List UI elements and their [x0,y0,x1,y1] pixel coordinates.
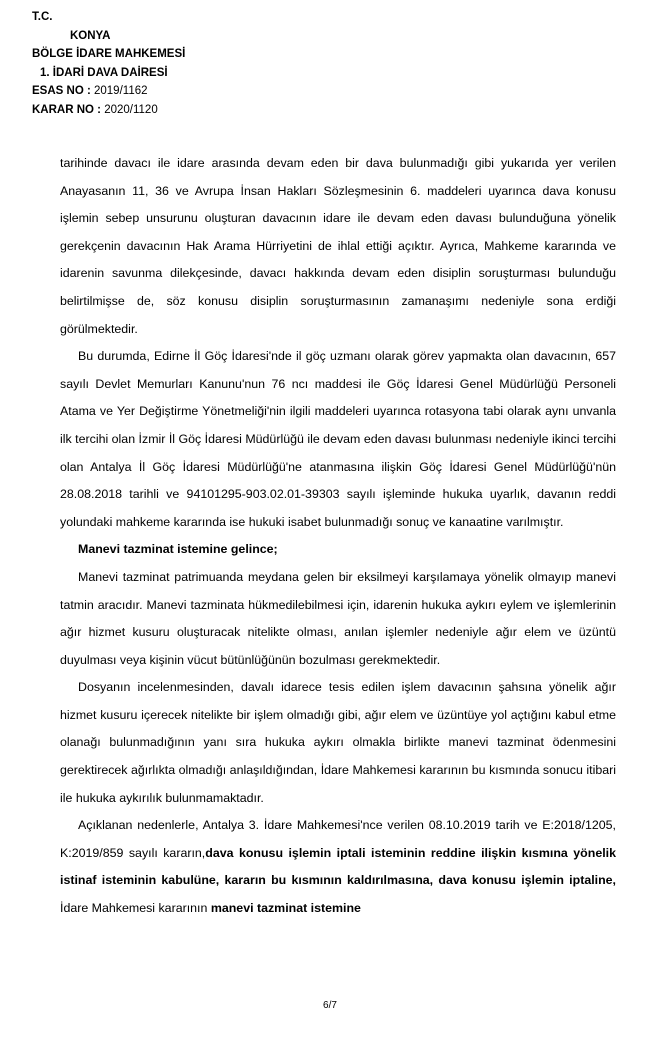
paragraph-5-part-a: Açıklanan nedenlerle, Antalya 3. İdare Mahkemesi'nce verilen 08.10.2019 tarih ve E:2018/1205, K:2019/859 sayılı kararın, [60,818,616,860]
esas-value: 2019/1162 [94,85,148,97]
paragraph-3: Manevi tazminat patrimuanda meydana gelen bir eksilmeyi karşılamaya yönelik olmayıp manevi tatmin aracıdır. Manevi tazminata hükmedilebilmesi için, idarenin hukuka aykırı eylem ve işlemlerinin ağır hizmet kusuru oluşturacak nitelikte olması, anılan işlemler nedeniyle ağır elem ve üzüntü duyulması veya kişinin vücut bütünlüğünün bozulması gerekmektedir. [60,569,616,667]
header-court: BÖLGE İDARE MAHKEMESİ [32,48,186,60]
header-city: KONYA [70,29,111,42]
paragraph-5-part-c: İdare Mahkemesi kararının [60,901,211,916]
header-karar [32,101,185,120]
paragraph-4: Dosyanın incelenmesinden, davalı idarece tesis edilen işlem davacının şahsına yönelik ağır hizmet kusuru içerecek nitelikte bir işlem olmadığı gibi, ağır elem ve üzüntüye yol açtığını kabul etme olanağı bulunmadığının yanı sıra hukuka aykırı olmakla birlikte manevi tazminat ödenmesini gerektirecek ağırlıkta olmadığı anlaşıldığından, İdare Mahkemesi kararının bu kısmında sonucu itibari ile hukuka aykırılık bulunmamaktadır. [60,680,616,805]
paragraph-5-part-d: manevi tazminat istemine [210,901,361,916]
section-heading-manevi-tazminat: Manevi tazminat istemine gelince; [78,542,278,557]
esas-label: ESAS NO : [32,85,91,97]
paragraph-5 [60,812,616,922]
header-country: T.C. [32,11,53,23]
document-body [60,150,616,923]
karar-label: KARAR NO : [32,103,101,116]
page-number: 6/7 [323,1000,337,1011]
header-chamber: 1. İDARİ DAVA DAİRESİ [40,66,168,79]
paragraph-1: tarihinde davacı ile idare arasında devam eden bir dava bulunmadığı gibi yukarıda yer verilen Anayasanın 11, 36 ve Avrupa İnsan Hakları Sözleşmesinin 6. maddeleri uyarınca dava konusu işlemin sebep unsurunu oluşturan davacının idare ile devam eden davası bulunduğuna yönelik gerekçenin davacının Hak Arama Hürriyetini de ihlal ettiği açıktır. Ayrıca, Mahkeme kararında ve idarenin savunma dilekçesinde, davacı hakkında devam eden disiplin soruşturması bulunduğu belirtilmişse de, söz konusu disiplin soruşturmasının zamanaşımı nedeniyle sona erdiği görülmektedir. [60,156,616,336]
header-esas [32,82,185,101]
karar-value: 2020/1120 [104,103,158,116]
paragraph-2: Bu durumda, Edirne İl Göç İdaresi'nde il göç uzmanı olarak görev yapmakta olan davacının, 657 sayılı Devlet Memurları Kanunu'nun 76 ncı maddesi ile Göç İdaresi Genel Müdürlüğü Personeli Atama ve Yer Değiştirme Yönetmeliği'nin ilgili maddeleri uyarınca rotasyona tabi olarak aynı unvanla ilk tercihi olan İzmir İl Göç İdaresi Müdürlüğü ile devam eden davası bulunması nedeniyle ikinci tercihi olan Antalya İl Göç İdaresi Müdürlüğü'ne atanmasına ilişkin Göç İdaresi Genel Müdürlüğü'nün 28.08.2018 tarihli ve 94101295-903.02.01-39303 sayılı işleminde hukuka uyarlık, davanın reddi yolundaki mahkeme kararında ise hukuki isabet bulunmadığı sonuç ve kanaatine varılmıştır. [60,349,616,529]
paragraph-5-part-b: dava konusu işlemin iptali isteminin reddine ilişkin kısmına yönelik istinaf isteminin kabulüne, kararın bu kısmının kaldırılmasına, dava konusu işlemin iptaline, [60,845,616,888]
document-header [32,8,185,119]
